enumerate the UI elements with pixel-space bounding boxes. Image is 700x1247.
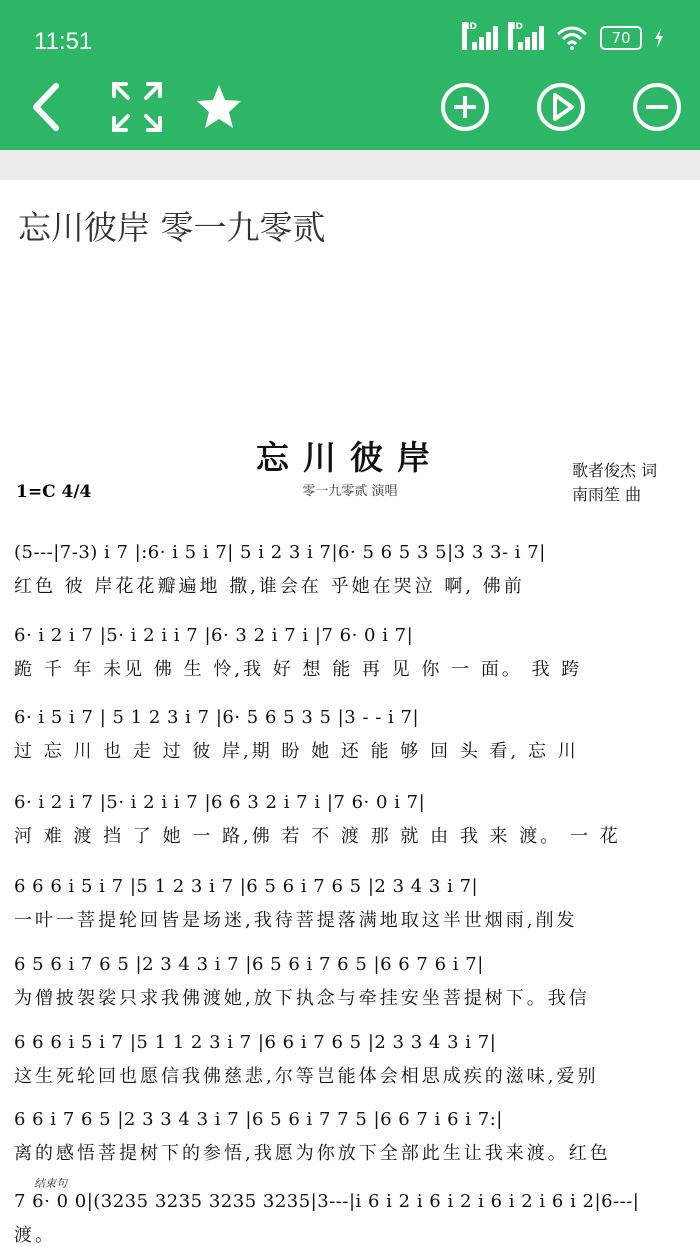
- battery-indicator: 70: [600, 26, 642, 50]
- lyrics-line: 这生死轮回也愿信我佛慈悲,尔等岂能体会相思成疾的滋味,爱别: [14, 1066, 599, 1087]
- back-button[interactable]: [22, 80, 76, 134]
- notation-line: 6 6 i 7 6 5 |2 3 3 4 3 i 7 |6 5 6 i 7 7 5 |6 6 7 i 6 i 7:|: [14, 1109, 503, 1130]
- back-arrow-icon: [22, 80, 76, 134]
- score-system: [14, 792, 688, 848]
- plus-circle-icon: [438, 80, 492, 134]
- wifi-icon: [556, 26, 588, 50]
- coda-label: 结束句: [34, 1177, 67, 1190]
- score-system: [14, 707, 688, 763]
- star-icon: [192, 80, 246, 134]
- expand-icon: [110, 80, 164, 134]
- lyrics-line: 渡。: [14, 1225, 56, 1246]
- score-system: [14, 625, 688, 681]
- document-title: 忘川彼岸 零一九零贰: [18, 208, 326, 247]
- notation-line: 6· i 2 i 7 |5· i 2 i i 7 |6 6 3 2 i 7 i |7 6· 0 i 7|: [14, 792, 426, 813]
- lyrics-line: 一叶一菩提轮回皆是场迷,我待菩提落满地取这半世烟雨,削发: [14, 910, 578, 931]
- zoom-out-button[interactable]: [630, 80, 684, 134]
- score-system: [14, 1109, 688, 1165]
- notation-line: (5---|7-3) i 7 |:6· i 5 i 7| 5 i 2 3 i 7|6· 5 6 5 3 5|3 3 3- i 7|: [14, 542, 546, 563]
- lyrics-line: 为僧披袈裟只求我佛渡她,放下执念与牵挂安坐菩提树下。我信: [14, 988, 590, 1009]
- notation-line: 7 6· 0 0|(3235 3235 3235 3235|3---|i 6 i 2 i 6 i 2 i 6 i 2 i 6 i 2|6---|: [14, 1191, 640, 1212]
- status-icons: [462, 22, 664, 50]
- sheet-title: 忘川彼岸: [256, 438, 444, 477]
- signal-icon-2: HD: [510, 26, 544, 50]
- minus-circle-icon: [630, 80, 684, 134]
- fullscreen-button[interactable]: [110, 80, 164, 134]
- score-system: [14, 1032, 688, 1088]
- lyrics-line: 过 忘 川 也 走 过 彼 岸,期 盼 她 还 能 够 回 头 看, 忘 川: [14, 741, 579, 762]
- zoom-in-button[interactable]: [438, 80, 492, 134]
- lyricist-credit: 歌者俊杰 词: [572, 461, 658, 480]
- signal-icon: HD: [464, 26, 498, 50]
- notation-line: 6 6 6 i 5 i 7 |5 1 1 2 3 i 7 |6 6 i 7 6 5 |2 3 3 4 3 i 7|: [14, 1032, 497, 1053]
- notation-line: 6 5 6 i 7 6 5 |2 3 4 3 i 7 |6 5 6 i 7 6 5 |6 6 7 6 i 7|: [14, 954, 484, 975]
- play-circle-icon: [534, 80, 588, 134]
- lyrics-line: 跪 千 年 未见 佛 生 怜,我 好 想 能 再 见 你 一 面。 我 跨: [14, 659, 583, 680]
- notation-line: 6· i 5 i 7 | 5 1 2 3 i 7 |6· 5 6 5 3 5 |3 - - i 7|: [14, 707, 420, 728]
- charging-icon: [654, 28, 664, 48]
- score-system: [14, 1191, 688, 1247]
- status-time: 11:51: [34, 28, 93, 55]
- notation-line: 6· i 2 i 7 |5· i 2 i i 7 |6· 3 2 i 7 i |7 6· 0 i 7|: [14, 625, 414, 646]
- notation-line: 6 6 6 i 5 i 7 |5 1 2 3 i 7 |6 5 6 i 7 6 5 |2 3 4 3 i 7|: [14, 876, 479, 897]
- score-system: [14, 542, 688, 598]
- lyrics-line: 离的感悟菩提树下的参悟,我愿为你放下全部此生让我来渡。红色: [14, 1143, 611, 1164]
- score-system: [14, 954, 688, 1010]
- play-button[interactable]: [534, 80, 588, 134]
- lyrics-line: 河 难 渡 挡 了 她 一 路,佛 若 不 渡 那 就 由 我 来 渡。 一 花: [14, 826, 621, 847]
- app-header: [0, 0, 700, 150]
- key-signature: 1=C 4/4: [16, 482, 92, 502]
- composer-credit: 南雨笙 曲: [572, 485, 642, 504]
- singer-credit: 零一九零贰 演唱: [302, 484, 398, 499]
- lyrics-line: 红色 彼 岸花花瓣遍地 撒,谁会在 乎她在哭泣 啊, 佛前: [14, 576, 525, 597]
- favorite-button[interactable]: [192, 80, 246, 134]
- divider-strip: [0, 150, 700, 180]
- score-system: [14, 876, 688, 932]
